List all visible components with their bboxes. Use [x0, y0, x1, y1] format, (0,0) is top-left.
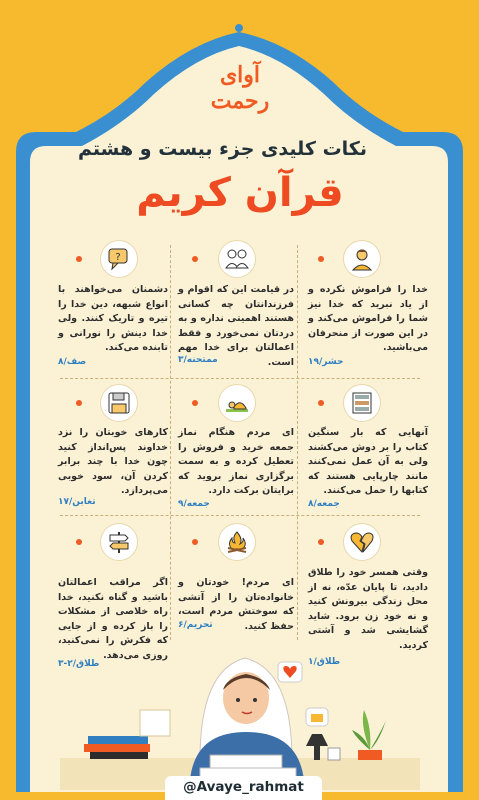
accent-dot [76, 539, 82, 545]
row-divider [60, 378, 420, 379]
accent-dot [192, 539, 198, 545]
card-reference: تحریم/۶ [178, 620, 213, 630]
card-reference: صف/۸ [58, 357, 87, 367]
card-text: آنهایی که بار سنگین کتاب را بر دوش می‌کشند ولی به آن عمل نمی‌کنند مانند چارپایی هستند که کتابها را حمل می‌کنند. [308, 427, 428, 497]
accent-dot [318, 256, 324, 262]
family-icon [218, 240, 256, 278]
card-reference: جمعه/۸ [308, 499, 340, 509]
broken-heart-icon [343, 523, 381, 561]
accent-dot [76, 400, 82, 406]
brand-line-2: رحمت [210, 88, 270, 114]
accent-dot [76, 256, 82, 262]
praying-person-icon [218, 384, 256, 422]
person-icon [343, 240, 381, 278]
brand-line-1: آوای [219, 62, 261, 88]
accent-dot [318, 539, 324, 545]
column-divider [297, 245, 298, 640]
brand-logo [190, 62, 290, 114]
card-reference: جمعه/۹ [178, 499, 210, 509]
column-divider [170, 245, 171, 640]
card-text: وقتی همسر خود را طلاق دادید، تا پایان عدّه، نه از محل زندگی بیرونش کنید و نه خود زن برود. شاید گشایشی شد و آشتی کردید. [308, 567, 428, 651]
page-title: قرآن کریم [136, 170, 344, 216]
card-text: اگر مراقب اعمالتان باشید و گناه نکنید، خدا راه خلاصی از مشکلات را باز کرده و از جایی که فکرش را نمی‌کنید، روزی می‌دهد. [58, 577, 168, 661]
card-reference: تغابن/۱۷ [58, 497, 96, 507]
accent-dot [318, 400, 324, 406]
social-handle: @Avaye_rahmat [183, 779, 304, 795]
card-reference: ممتحنه/۳ [178, 355, 218, 365]
campfire-icon [218, 523, 256, 561]
accent-dot [192, 256, 198, 262]
floppy-disk-icon [100, 384, 138, 422]
card-text: ای مردم هنگام نماز جمعه خرید و فروش را تعطیل کرده و به سمت برگزاری نماز بروید که برایتان برکت دارد. [178, 427, 294, 497]
social-handle-tag [165, 776, 322, 800]
card-reference: طلاق/۲-۳ [58, 659, 100, 669]
card-text: کارهای خوبتان را نزد خداوند پس‌انداز کنید چون خدا با چند برابر کردن آن، سود خوبی می‌پردازد. [58, 427, 168, 497]
row-divider [60, 515, 420, 516]
card-reference: طلاق/۱ [308, 657, 341, 667]
card-text: در قیامت این که اقوام و فرزندانتان چه کسانی هستند اهمیتی نداره و به دردتان نمی‌خورد و فقط اعمالتان برای خدا مهم است. [178, 284, 294, 368]
card-text: ای مردم! خودتان و خانواده‌تان را از آتشی که سوختش مردم است، حفظ کنید. [178, 577, 294, 632]
card-text: خدا را فراموش نکرده و از یاد نبرید که خدا نیز شما را فراموش می‌کند و در این صورت از منحرفان می‌باشید. [308, 284, 428, 354]
accent-dot [192, 400, 198, 406]
card-text: دشمنان می‌خواهند با انواع شبهه، دین خدا را تیره و تاریک کنند. ولی خدا دینش را نورانی و تابنده می‌کند. [58, 284, 168, 354]
svg-text:?: ? [115, 252, 121, 263]
speech-question-icon [100, 240, 138, 278]
bookshelf-icon [343, 384, 381, 422]
signpost-icon [100, 523, 138, 561]
subtitle: نکات کلیدی جزء بیست و هشتم [78, 138, 367, 160]
girl-reading-illustration [60, 640, 420, 790]
card-reference: حشر/۱۹ [308, 357, 344, 367]
